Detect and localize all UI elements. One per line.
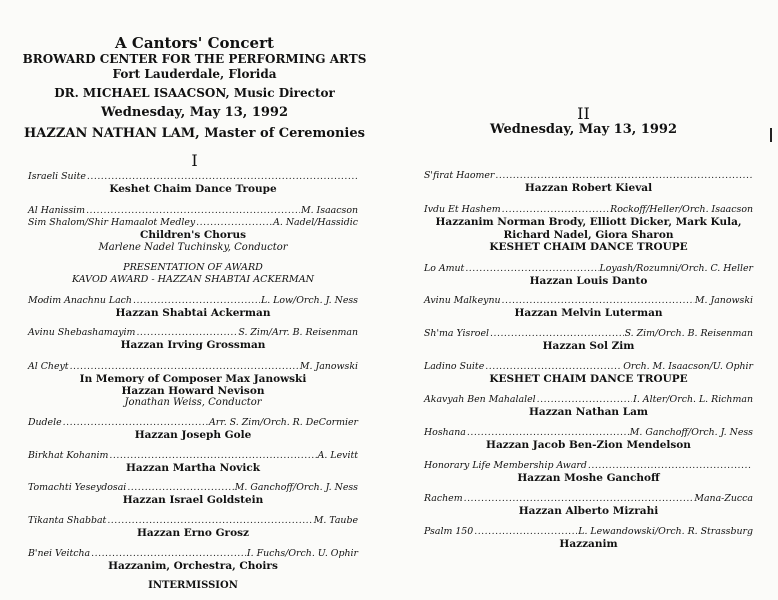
piece-credit: Mana-Zucca (694, 493, 753, 505)
part-numeral: II (577, 104, 590, 123)
program-line (424, 394, 753, 406)
performer: Hazzan Jacob Ben-Zion Mendelson (486, 438, 691, 451)
performer: Keshet Chaim Dance Troupe (109, 183, 277, 195)
dot-leader (70, 361, 299, 373)
program-list-part-2 (424, 170, 753, 550)
dot-leader (465, 263, 598, 275)
performer: Hazzan Moshe Ganchoff (517, 472, 660, 485)
program-line (424, 526, 753, 538)
program-line (424, 170, 753, 182)
piece-credit: Orch. M. Isaacson/U. Ophir (623, 360, 753, 372)
program-item (28, 450, 358, 474)
dot-leader (502, 295, 694, 307)
piece-title: Akavyah Ben Mahalalel (424, 394, 536, 406)
dot-leader (136, 327, 237, 339)
piece-title: Lo Amut (424, 262, 465, 274)
dot-leader (474, 526, 577, 538)
dot-leader (464, 493, 694, 505)
program-item (28, 361, 358, 410)
piece-title: Modim Anachnu Lach (28, 294, 132, 306)
performer: Hazzan Martha Novick (125, 461, 260, 474)
program-line (28, 417, 358, 429)
program-item (28, 205, 358, 217)
piece-title: Birkhat Kohanim (28, 449, 109, 461)
master-of-ceremonies: HAZZAN NATHAN LAM, Master of Ceremonies (24, 126, 365, 141)
performer: Hazzan Alberto Mizrahi (518, 505, 659, 518)
program-line (424, 493, 753, 505)
performer: Hazzan Joseph Gole (134, 429, 252, 442)
piece-credit: Arr. S. Zim/Orch. R. DeCormier (209, 417, 358, 429)
city: Fort Lauderdale, Florida (112, 67, 277, 81)
program-item (424, 170, 753, 194)
program-line (28, 295, 358, 307)
piece-credit: I. Alter/Orch. L. Richman (633, 394, 753, 406)
program-line (28, 450, 358, 462)
piece-credit: M. Taube (313, 514, 358, 526)
performer: Richard Nadel, Giora Sharon (503, 228, 674, 241)
dot-leader (87, 171, 357, 183)
program-item (424, 361, 753, 385)
piece-title: Avinu Malkeynu (424, 295, 501, 307)
performer: Hazzan Howard Nevison (121, 385, 265, 398)
piece-credit: Rockoff/Heller/Orch. Isaacson (610, 204, 753, 216)
program-line (424, 328, 753, 340)
piece-title: Al Cheyt (28, 360, 69, 372)
piece-credit: M. Janowski (694, 295, 753, 307)
performer: Hazzan Nathan Lam (528, 406, 649, 419)
piece-credit: M. Janowski (299, 360, 358, 372)
program-line (424, 263, 753, 275)
award-line: PRESENTATION OF AWARD (123, 261, 263, 273)
performer: Hazzan Louis Danto (529, 274, 648, 287)
concert-date: Wednesday, May 13, 1992 (489, 122, 678, 137)
program-line (28, 482, 358, 494)
concert-date: Wednesday, May 13, 1992 (100, 105, 289, 120)
piece-credit: L. Lewandowski/Orch. R. Strassburg (578, 525, 753, 537)
piece-title: Al Hanissim (28, 205, 86, 217)
performer: Hazzan Shabtai Ackerman (115, 306, 271, 319)
piece-title: Rachem (424, 493, 463, 505)
intermission-label: INTERMISSION (148, 580, 238, 592)
dot-leader (537, 394, 632, 406)
program-item (424, 493, 753, 517)
dot-leader (91, 548, 246, 560)
dot-leader (485, 361, 622, 373)
dot-leader (127, 482, 233, 494)
performer: KESHET CHAIM DANCE TROUPE (489, 372, 688, 385)
performer: Hazzan Melvin Luterman (514, 307, 663, 320)
program-line (28, 361, 358, 373)
program-line (424, 460, 753, 472)
performer: Hazzanim Norman Brody, Elliott Dicker, Mark Kula, (435, 216, 742, 229)
part-numeral: I (191, 151, 198, 170)
program-line (28, 327, 358, 339)
program-page-right (389, 0, 778, 600)
program-item (424, 263, 753, 287)
conductor: Marlene Nadel Tuchinsky, Conductor (98, 241, 288, 253)
program-line (424, 427, 753, 439)
performer: In Memory of Composer Max Janowski (79, 372, 307, 385)
piece-title: Ladino Suite (424, 360, 485, 372)
dot-leader (502, 204, 609, 216)
program-line (28, 171, 358, 183)
performer: Hazzan Irving Grossman (120, 339, 266, 352)
performer: Hazzanim (559, 537, 618, 550)
concert-title: A Cantors' Concert (115, 34, 274, 52)
piece-title: Hoshana (424, 426, 466, 438)
piece-title: Dudele (28, 417, 62, 429)
program-item (28, 262, 358, 286)
dot-leader (588, 460, 752, 472)
piece-credit: S. Zim/Orch. B. Reisenman (624, 328, 753, 340)
dot-leader (196, 217, 272, 229)
program-item (28, 295, 358, 319)
program-line (424, 204, 753, 216)
program-item (424, 295, 753, 319)
piece-credit: S. Zim/Arr. B. Reisenman (238, 327, 358, 339)
program-line (424, 361, 753, 373)
performer: Hazzan Robert Kieval (524, 182, 653, 194)
dot-leader (109, 450, 316, 462)
dot-leader (467, 427, 629, 439)
piece-credit: M. Ganchoff/Orch. J. Ness (234, 482, 358, 494)
performer: Hazzan Israel Goldstein (122, 494, 264, 507)
program-item (28, 482, 358, 506)
performer: KESHET CHAIM DANCE TROUPE (489, 241, 688, 254)
margin-mark (770, 128, 772, 142)
piece-title: Psalm 150 (424, 525, 474, 537)
program-line (28, 548, 358, 560)
performer: Hazzan Sol Zim (542, 340, 635, 353)
piece-title: Honorary Life Membership Award (424, 460, 587, 472)
program-list-part-1 (28, 171, 358, 591)
piece-title: Tomachti Yeseydosai (28, 482, 127, 494)
program-item (28, 327, 358, 351)
dot-leader (63, 417, 208, 429)
program-item (424, 526, 753, 550)
piece-title: Ivdu Et Hashem (424, 204, 501, 216)
program-item (28, 515, 358, 539)
piece-credit: L. Low/Orch. J. Ness (260, 294, 358, 306)
performer: Hazzan Erno Grosz (137, 526, 249, 539)
piece-title: B'nei Veitcha (28, 548, 91, 560)
piece-credit: A. Levitt (317, 449, 358, 461)
dot-leader (490, 328, 624, 340)
dot-leader (86, 205, 300, 217)
piece-title: Israeli Suite (28, 171, 86, 182)
piece-title: Avinu Shebashamayim (28, 327, 136, 339)
piece-title: Sim Shalom/Shir Hamaalot Medley (28, 217, 196, 229)
program-item (424, 394, 753, 418)
piece-credit: Loyash/Rozumni/Orch. C. Heller (599, 262, 753, 274)
performer: Hazzanim, Orchestra, Choirs (108, 560, 278, 573)
program-item (28, 548, 358, 572)
music-director: DR. MICHAEL ISAACSON, Music Director (54, 86, 335, 100)
program-line (28, 217, 358, 229)
program-line (424, 295, 753, 307)
program-item (424, 328, 753, 352)
program-item (424, 460, 753, 484)
program-item (28, 217, 358, 253)
piece-title: Tikanta Shabbat (28, 514, 107, 526)
program-item (424, 204, 753, 253)
program-item (28, 417, 358, 441)
program-item (424, 427, 753, 451)
program-item (28, 171, 358, 195)
performer: Children's Chorus (139, 229, 246, 242)
dot-leader (495, 170, 752, 182)
program-line (28, 515, 358, 527)
dot-leader (107, 515, 312, 527)
piece-credit: M. Ganchoff/Orch. J. Ness (629, 426, 753, 438)
conductor: Jonathan Weiss, Conductor (124, 397, 262, 409)
piece-credit: A. Nadel/Hassidic (273, 217, 358, 229)
venue: BROWARD CENTER FOR THE PERFORMING ARTS (22, 52, 367, 66)
piece-title: Sh'ma Yisroel (424, 328, 490, 340)
piece-title: S'firat Haomer (424, 170, 495, 181)
dot-leader (133, 295, 260, 307)
program-line (28, 205, 358, 217)
piece-credit: I. Fuchs/Orch. U. Ophir (246, 548, 358, 560)
piece-credit: M. Isaacson (301, 205, 358, 217)
award-line: KAVOD AWARD - HAZZAN SHABTAI ACKERMAN (71, 273, 315, 285)
